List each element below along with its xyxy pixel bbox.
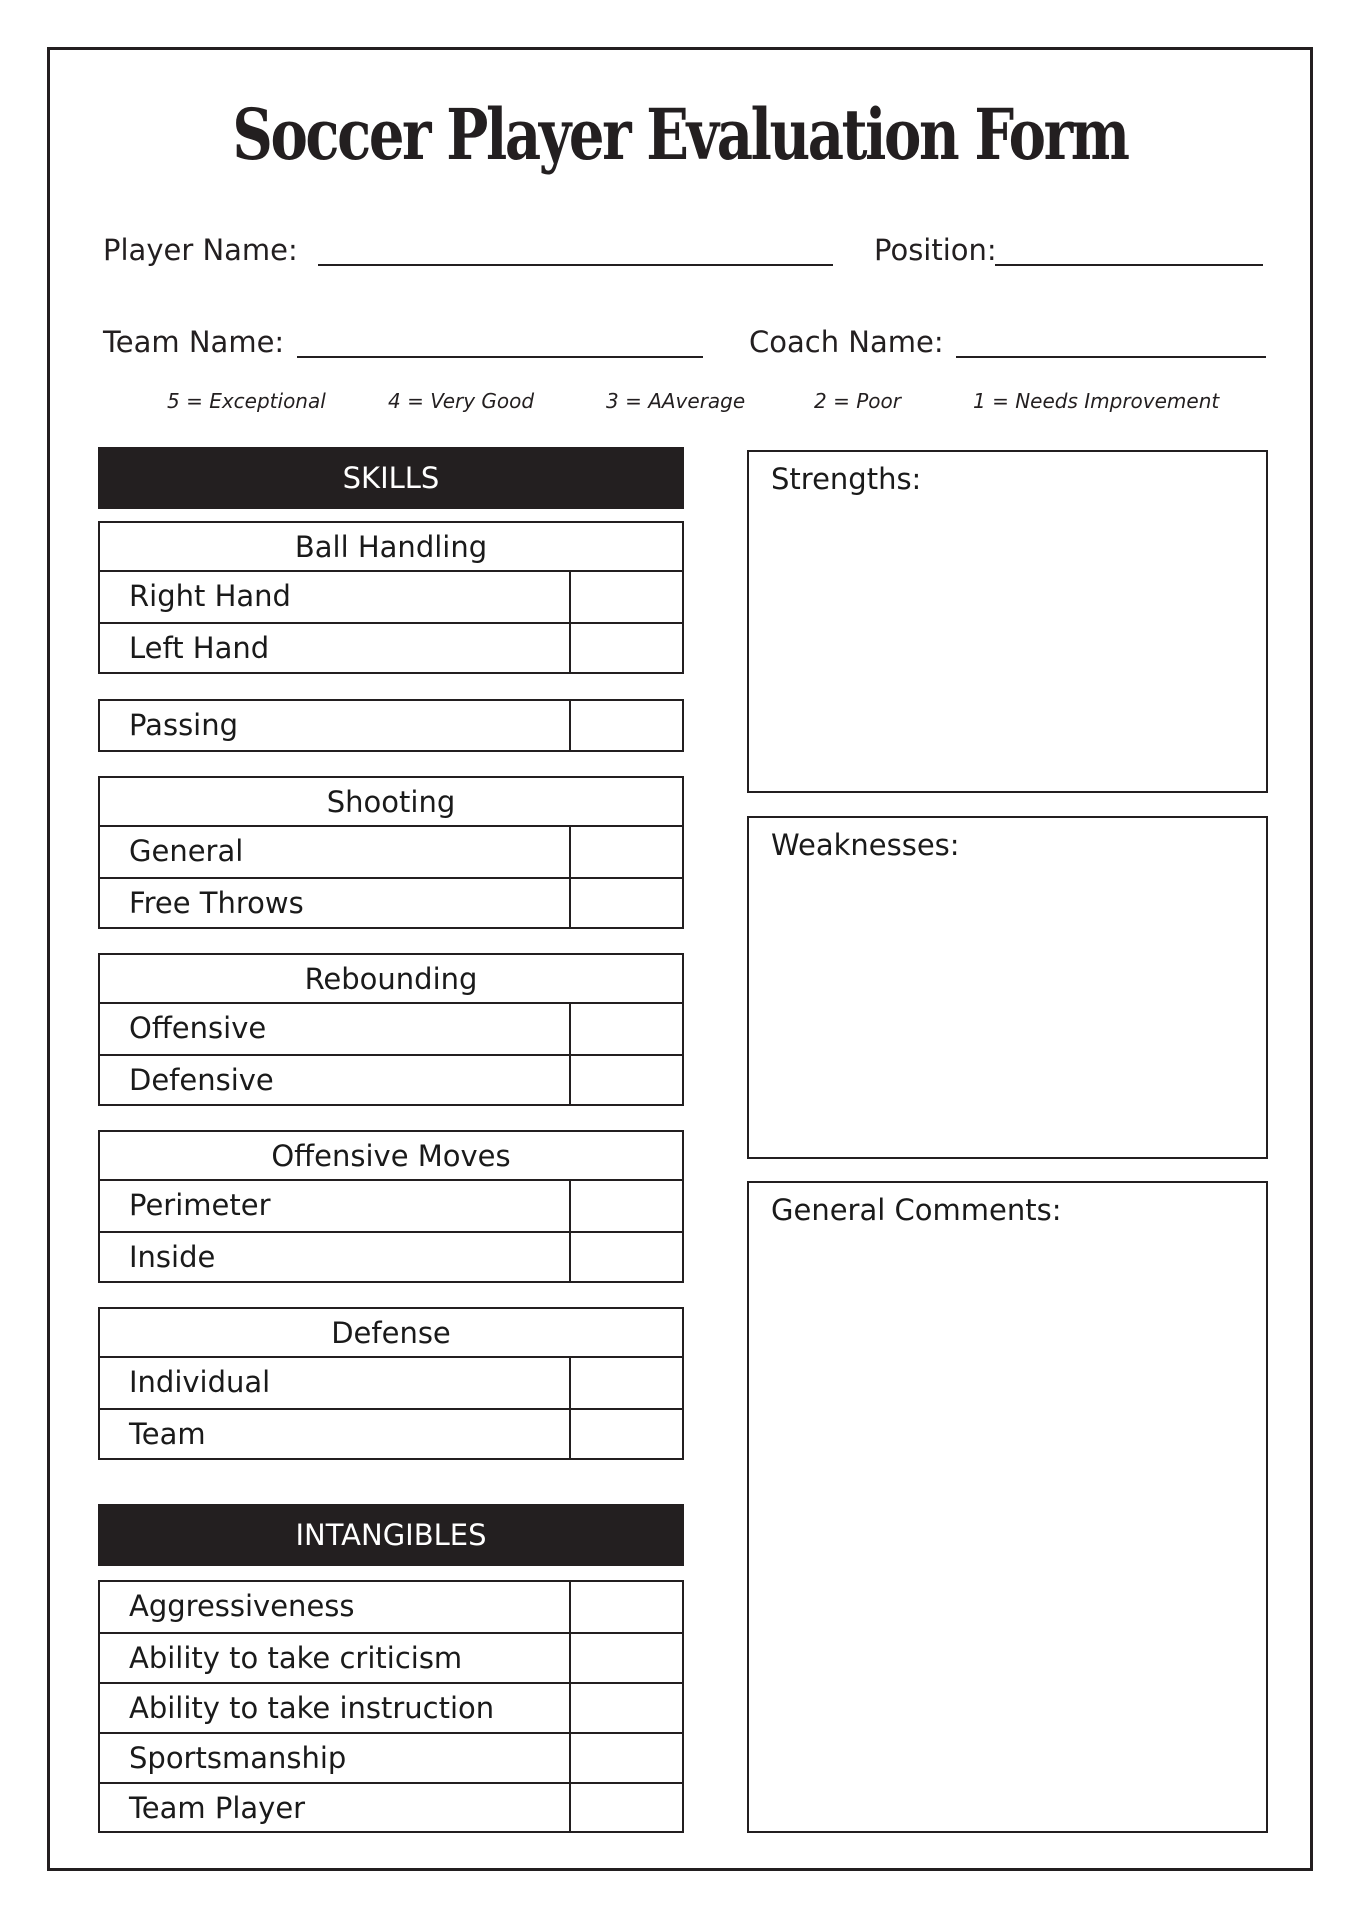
skill-row xyxy=(100,1231,682,1281)
score-cell[interactable] xyxy=(571,1056,682,1104)
position-label: Position: xyxy=(874,233,997,267)
score-cell[interactable] xyxy=(571,1784,682,1832)
intangibles-group xyxy=(98,1580,684,1833)
skill-group-ball-handling xyxy=(98,521,684,674)
score-cell[interactable] xyxy=(571,1684,682,1732)
skill-row xyxy=(100,701,682,751)
player-name-field[interactable] xyxy=(318,264,833,266)
skill-row xyxy=(100,1358,682,1408)
skill-group-title: Ball Handling xyxy=(100,523,682,572)
skill-row xyxy=(100,622,682,672)
intangibles-section-header: INTANGIBLES xyxy=(98,1504,684,1566)
skill-label: General xyxy=(100,827,571,877)
rating-scale-item: 1 = Needs Improvement xyxy=(973,389,1220,413)
score-cell[interactable] xyxy=(571,624,682,672)
score-cell[interactable] xyxy=(571,1634,682,1682)
skill-label: Left Hand xyxy=(100,624,571,672)
skill-label: Offensive xyxy=(100,1004,571,1054)
skill-group-defense xyxy=(98,1307,684,1460)
skill-group-title: Rebounding xyxy=(100,955,682,1004)
form-title: Soccer Player Evaluation Form xyxy=(232,93,1128,176)
intangible-label: Sportsmanship xyxy=(100,1734,571,1782)
intangible-label: Team Player xyxy=(100,1784,571,1832)
skill-row xyxy=(100,877,682,927)
score-cell[interactable] xyxy=(571,1004,682,1054)
score-cell[interactable] xyxy=(571,1358,682,1408)
score-cell[interactable] xyxy=(571,827,682,877)
skill-row xyxy=(100,1181,682,1231)
score-cell[interactable] xyxy=(571,1181,682,1231)
weaknesses-box[interactable] xyxy=(747,816,1268,1159)
score-cell[interactable] xyxy=(571,701,682,751)
skill-label: Team xyxy=(100,1410,571,1458)
intangible-label: Ability to take instruction xyxy=(100,1684,571,1732)
skill-group-title: Shooting xyxy=(100,778,682,827)
strengths-label: Strengths: xyxy=(771,462,922,496)
intangible-row xyxy=(100,1632,682,1682)
skill-group-passing xyxy=(98,699,684,752)
coach-name-label: Coach Name: xyxy=(749,325,944,359)
skills-section-header: SKILLS xyxy=(98,447,684,509)
player-name-label: Player Name: xyxy=(103,233,298,267)
skill-group-title: Defense xyxy=(100,1309,682,1358)
skill-label: Right Hand xyxy=(100,572,571,622)
skill-row xyxy=(100,572,682,622)
score-cell[interactable] xyxy=(571,879,682,927)
intangible-label: Aggressiveness xyxy=(100,1582,571,1632)
intangible-row xyxy=(100,1782,682,1832)
intangible-row xyxy=(100,1732,682,1782)
skill-row xyxy=(100,827,682,877)
position-field[interactable] xyxy=(995,264,1263,266)
skill-label: Individual xyxy=(100,1358,571,1408)
general-comments-label: General Comments: xyxy=(771,1193,1062,1227)
intangible-label: Ability to take criticism xyxy=(100,1634,571,1682)
intangible-row xyxy=(100,1682,682,1732)
skill-label: Defensive xyxy=(100,1056,571,1104)
rating-scale-item: 3 = AAverage xyxy=(606,389,746,413)
score-cell[interactable] xyxy=(571,1582,682,1632)
general-comments-box[interactable] xyxy=(747,1181,1268,1833)
skill-group-title: Offensive Moves xyxy=(100,1132,682,1181)
skill-group-offensive-moves xyxy=(98,1130,684,1283)
evaluation-form-page xyxy=(47,47,1313,1871)
skill-label: Inside xyxy=(100,1233,571,1281)
skill-label: Passing xyxy=(100,701,571,751)
skill-group-shooting xyxy=(98,776,684,929)
coach-name-field[interactable] xyxy=(956,356,1266,358)
team-name-label: Team Name: xyxy=(103,325,285,359)
score-cell[interactable] xyxy=(571,572,682,622)
weaknesses-label: Weaknesses: xyxy=(771,828,960,862)
score-cell[interactable] xyxy=(571,1410,682,1458)
skill-label: Free Throws xyxy=(100,879,571,927)
skill-row xyxy=(100,1004,682,1054)
rating-scale-item: 2 = Poor xyxy=(814,389,901,413)
score-cell[interactable] xyxy=(571,1734,682,1782)
skill-row xyxy=(100,1408,682,1458)
rating-scale-item: 5 = Exceptional xyxy=(167,389,326,413)
skill-row xyxy=(100,1054,682,1104)
skill-label: Perimeter xyxy=(100,1181,571,1231)
team-name-field[interactable] xyxy=(297,356,703,358)
score-cell[interactable] xyxy=(571,1233,682,1281)
intangible-row xyxy=(100,1582,682,1632)
rating-scale-item: 4 = Very Good xyxy=(388,389,535,413)
strengths-box[interactable] xyxy=(747,450,1268,793)
skill-group-rebounding xyxy=(98,953,684,1106)
